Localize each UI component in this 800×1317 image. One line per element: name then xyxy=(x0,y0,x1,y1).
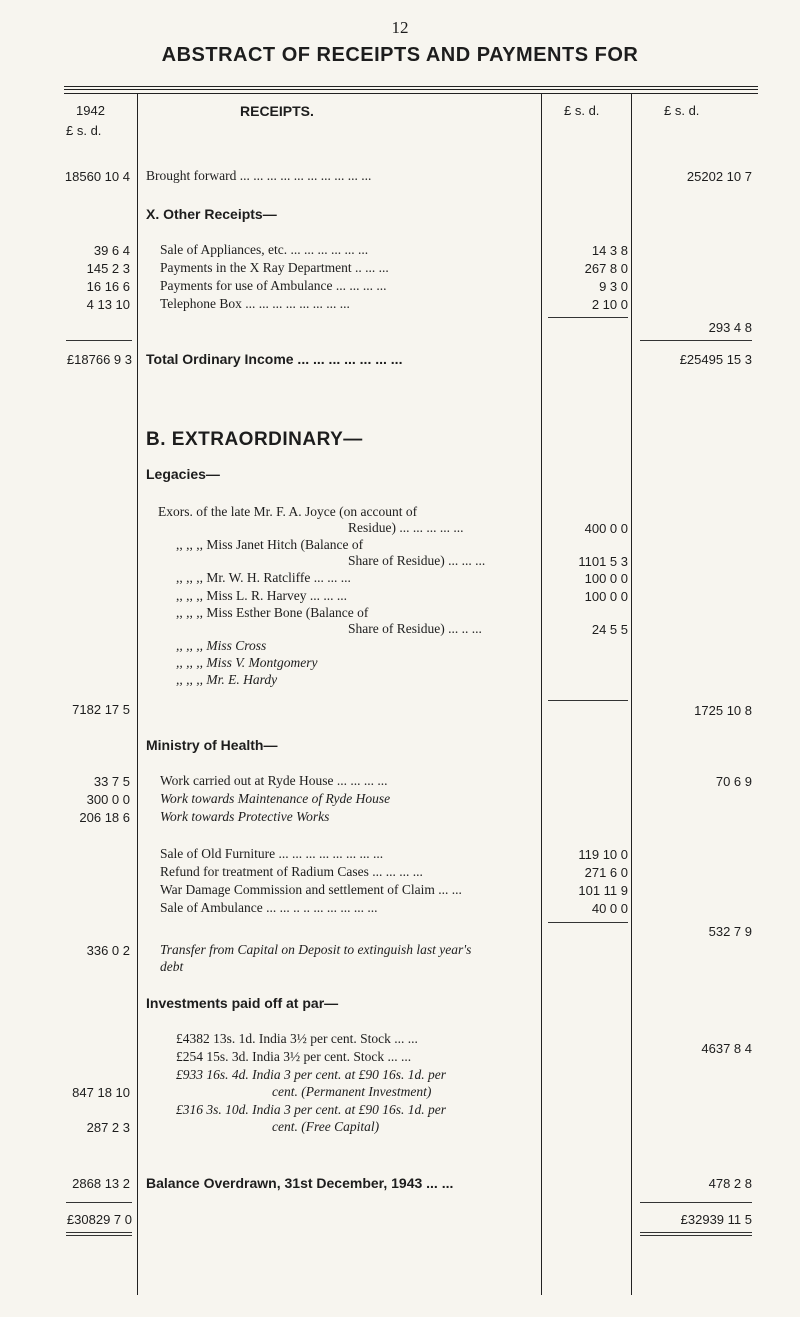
right-double-rule-b xyxy=(640,1235,752,1236)
overdrawn-right: 478 2 8 xyxy=(708,1176,752,1191)
legacy-0-mid: 400 0 0 xyxy=(584,521,628,536)
or-label-2: Payments for use of Ambulance ... ... ... ... xyxy=(160,278,387,293)
ministry-prev-0: 33 7 5 xyxy=(93,774,130,789)
investment-p1-prev: 847 18 10 xyxy=(72,1085,130,1100)
investment-p1-line2: cent. (Permanent Investment) xyxy=(272,1084,432,1099)
brought-forward-right: 25202 10 7 xyxy=(686,169,752,184)
legacy-6-line1: ,, ,, ,, Miss V. Montgomery xyxy=(176,655,318,670)
legacy-3-line1: ,, ,, ,, Miss L. R. Harvey ... ... ... xyxy=(176,588,347,603)
legacy-2-mid: 100 0 0 xyxy=(584,571,628,586)
prev-sum-rule-1 xyxy=(66,340,132,341)
column-divider-2 xyxy=(541,93,542,1295)
investment-line2: £254 15s. 3d. India 3½ per cent. Stock ... ... xyxy=(176,1049,412,1064)
transfer-prev: 336 0 2 xyxy=(86,943,130,958)
legacy-1-line1: ,, ,, ,, Miss Janet Hitch (Balance of xyxy=(176,537,364,552)
or-mid-3: 2 10 0 xyxy=(591,297,628,312)
sales-sum-rule xyxy=(548,922,628,923)
investments-total: 4637 8 4 xyxy=(701,1041,752,1056)
total-ordinary-prev: £18766 9 3 xyxy=(66,352,132,367)
or-mid-2: 9 3 0 xyxy=(599,279,628,294)
sale-label-3: Sale of Ambulance ... ... .. .. ... ... ... ... ... xyxy=(160,900,378,915)
top-rule-3 xyxy=(64,93,758,94)
ministry-right-0: 70 6 9 xyxy=(715,774,752,789)
top-rule-thin xyxy=(64,89,758,90)
grand-total-right: £32939 11 5 xyxy=(680,1212,752,1227)
legacy-0-line1: Exors. of the late Mr. F. A. Joyce (on account of xyxy=(158,504,418,519)
legacy-4-line1: ,, ,, ,, Miss Esther Bone (Balance of xyxy=(176,605,369,620)
grand-total-prev: £30829 7 0 xyxy=(66,1212,132,1227)
top-rule-thick xyxy=(64,86,758,87)
or-label-0: Sale of Appliances, etc. ... ... ... ... ... ... xyxy=(160,242,369,257)
column-divider-1 xyxy=(137,93,138,1295)
header-left-units: £ s. d. xyxy=(66,123,102,138)
legacy-4-mid: 24 5 5 xyxy=(591,622,628,637)
or-prev-3: 4 13 10 xyxy=(86,297,130,312)
sale-mid-0: 119 10 0 xyxy=(578,847,628,862)
right-double-rule-a xyxy=(640,1232,752,1233)
header-right-units: £ s. d. xyxy=(664,103,700,118)
or-label-3: Telephone Box ... ... ... ... ... ... ... ... xyxy=(160,296,350,311)
header-mid-units: £ s. d. xyxy=(564,103,600,118)
other-receipts-heading: X. Other Receipts— xyxy=(146,206,277,222)
sale-label-2: War Damage Commission and settlement of Claim ... ... xyxy=(160,882,462,897)
column-divider-3 xyxy=(631,93,632,1295)
legacies-sum-rule xyxy=(548,700,628,701)
transfer-line2: debt xyxy=(160,959,184,974)
overdrawn-prev: 2868 13 2 xyxy=(72,1176,130,1191)
brought-forward-label: Brought forward ... ... ... ... ... ... ... ... ... ... xyxy=(146,168,372,183)
investment-p2-line1: £316 3s. 10d. India 3 per cent. at £90 16s. 1d. per xyxy=(176,1102,446,1117)
prev-double-rule-b xyxy=(66,1235,132,1236)
total-ordinary-right: £25495 15 3 xyxy=(679,352,752,367)
extraordinary-heading: B. EXTRAORDINARY— xyxy=(146,429,363,450)
investment-p1-line1: £933 16s. 4d. India 3 per cent. at £90 16s. 1d. per xyxy=(176,1067,446,1082)
investments-heading: Investments paid off at par— xyxy=(146,995,339,1011)
or-prev-0: 39 6 4 xyxy=(93,243,130,258)
brought-forward-prev: 18560 10 4 xyxy=(64,169,130,184)
or-label-1: Payments in the X Ray Department .. ... ... xyxy=(160,260,389,275)
legacy-4-line2: Share of Residue) ... .. ... xyxy=(348,621,482,636)
investment-p2-line2: cent. (Free Capital) xyxy=(272,1119,380,1134)
page-number: 12 xyxy=(391,18,409,37)
header-receipts: RECEIPTS. xyxy=(240,103,314,119)
right-sum-rule-1 xyxy=(640,340,752,341)
or-prev-2: 16 16 6 xyxy=(86,279,130,294)
overdrawn-label: Balance Overdrawn, 31st December, 1943 ... ... xyxy=(146,1175,454,1191)
or-subtotal: 293 4 8 xyxy=(708,320,752,335)
sale-label-0: Sale of Old Furniture ... ... ... ... ... ... ... ... xyxy=(160,846,384,861)
or-prev-1: 145 2 3 xyxy=(86,261,130,276)
ministry-label-0: Work carried out at Ryde House ... ... ... ... xyxy=(160,773,388,788)
sales-total: 532 7 9 xyxy=(708,924,752,939)
or-mid-0: 14 3 8 xyxy=(591,243,628,258)
sale-label-1: Refund for treatment of Radium Cases ... ... ... ... xyxy=(160,864,423,879)
ministry-prev-1: 300 0 0 xyxy=(86,792,130,807)
legacy-3-mid: 100 0 0 xyxy=(584,589,628,604)
total-ordinary-label: Total Ordinary Income ... ... ... ... ... ... ... xyxy=(146,351,403,367)
legacies-total: 1725 10 8 xyxy=(694,703,752,718)
legacy-0-line2: Residue) ... ... ... ... ... xyxy=(348,520,464,535)
or-sum-rule xyxy=(548,317,628,318)
legacies-heading: Legacies— xyxy=(146,466,220,482)
right-sum-rule-2 xyxy=(640,1202,752,1203)
prev-sum-rule-2 xyxy=(66,1202,132,1203)
sale-mid-1: 271 6 0 xyxy=(584,865,628,880)
header-year: 1942 xyxy=(76,103,105,118)
ministry-heading: Ministry of Health— xyxy=(146,737,278,753)
legacy-1-mid: 1101 5 3 xyxy=(578,554,628,569)
legacy-1-line2: Share of Residue) ... ... ... xyxy=(348,553,486,568)
investment-line1: £4382 13s. 1d. India 3½ per cent. Stock ... ... xyxy=(176,1031,418,1046)
investment-p2-prev: 287 2 3 xyxy=(86,1120,130,1135)
or-mid-1: 267 8 0 xyxy=(584,261,628,276)
legacy-7-line1: ,, ,, ,, Mr. E. Hardy xyxy=(176,672,278,687)
ministry-label-1: Work towards Maintenance of Ryde House xyxy=(160,791,391,806)
legacy-2-line1: ,, ,, ,, Mr. W. H. Ratcliffe ... ... ... xyxy=(176,570,351,585)
ministry-prev-2: 206 18 6 xyxy=(79,810,130,825)
sale-mid-3: 40 0 0 xyxy=(591,901,628,916)
legacies-prev: 7182 17 5 xyxy=(72,702,130,717)
transfer-line1: Transfer from Capital on Deposit to extinguish last year's xyxy=(160,942,472,957)
prev-double-rule-a xyxy=(66,1232,132,1233)
ministry-label-2: Work towards Protective Works xyxy=(160,809,330,824)
page-title: ABSTRACT OF RECEIPTS AND PAYMENTS FOR xyxy=(161,44,639,66)
sale-mid-2: 101 11 9 xyxy=(578,883,628,898)
legacy-5-line1: ,, ,, ,, Miss Cross xyxy=(176,638,267,653)
